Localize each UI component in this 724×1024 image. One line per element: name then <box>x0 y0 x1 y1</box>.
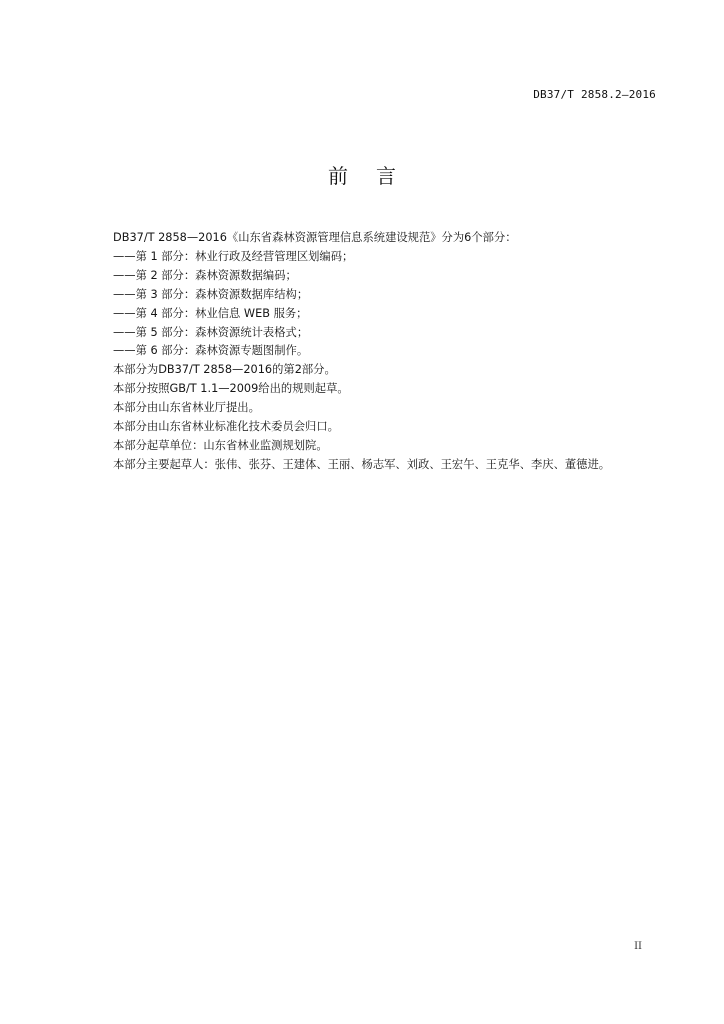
part-3-line: ——第 3 部分：森林资源数据库结构； <box>113 287 309 301</box>
committee-line: 本部分由山东省林业标准化技术委员会归口。 <box>113 420 339 434</box>
part-5-line: ——第 5 部分：森林资源统计表格式； <box>113 325 309 339</box>
this-part-line: 本部分为DB37/T 2858—2016的第2部分。 <box>113 363 336 377</box>
parts-intro-line: DB37/T 2858—2016《山东省森林资源管理信息系统建设规范》分为6个部分： <box>113 231 517 244</box>
drafting-rules-line: 本部分按照GB/T 1.1—2009给出的规则起草。 <box>113 382 349 396</box>
part-4-line: ——第 4 部分：林业信息 WEB 服务； <box>113 306 308 320</box>
proposer-line: 本部分由山东省林业厅提出。 <box>113 401 260 415</box>
part-6-line: ——第 6 部分：森林资源专题图制作。 <box>113 344 309 358</box>
page-title: 前言 <box>328 164 424 188</box>
document-body <box>113 229 673 475</box>
document-id: DB37/T 2858.2—2016 <box>533 88 656 101</box>
page-number: II <box>634 941 642 952</box>
drafting-unit-line: 本部分起草单位：山东省林业监测规划院。 <box>113 438 328 452</box>
part-1-line: ——第 1 部分：林业行政及经营管理区划编码； <box>113 249 354 263</box>
part-2-line: ——第 2 部分：森林资源数据编码； <box>113 268 297 282</box>
drafters-line: 本部分主要起草人：张伟、张芬、王建体、王丽、杨志军、刘政、王宏午、王克华、李庆、董德进。 <box>113 457 611 471</box>
